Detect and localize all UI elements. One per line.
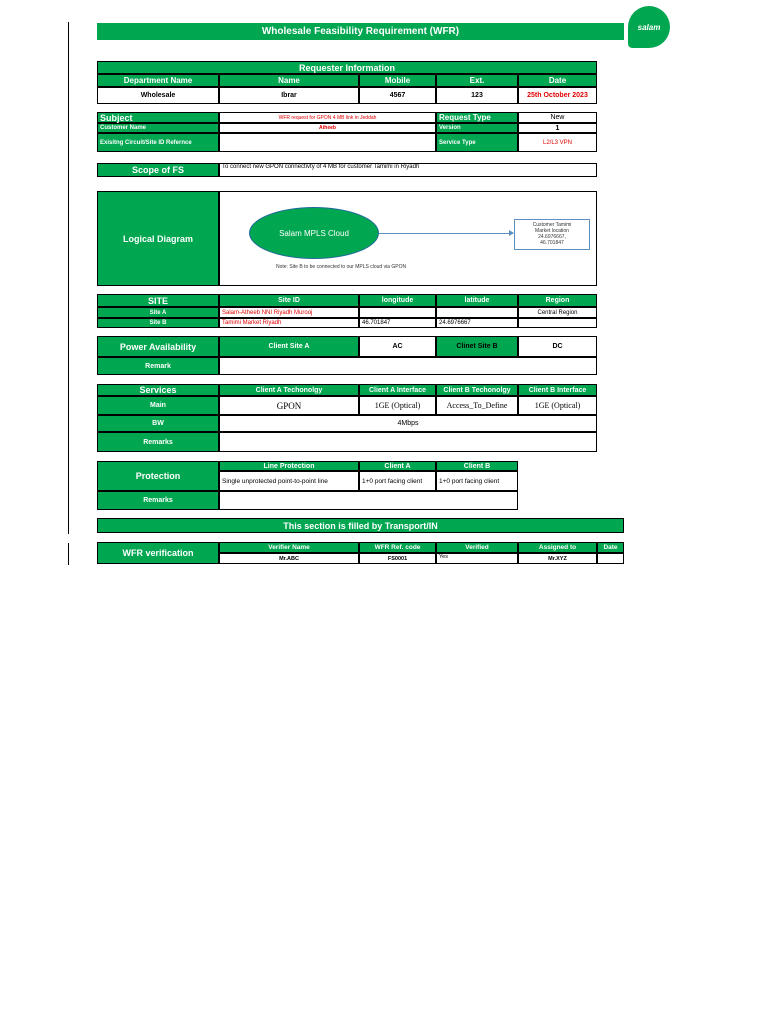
version-label: Version bbox=[436, 123, 518, 133]
wfr-verification-label: WFR verification bbox=[97, 542, 219, 564]
power-remark-value bbox=[219, 357, 597, 375]
requester-name-value: Ibrar bbox=[219, 87, 359, 104]
salam-logo: salam bbox=[628, 6, 670, 48]
protection-client-a-value: 1+0 port facing client bbox=[359, 471, 436, 491]
connection-line bbox=[379, 233, 513, 234]
services-label: Services bbox=[97, 384, 219, 396]
subject-label: Subject bbox=[97, 112, 219, 123]
client-a-technology-value: GPON bbox=[219, 396, 359, 415]
site-b-id: Tamimi Market Riyadh bbox=[219, 318, 359, 328]
verified-header: Verified bbox=[436, 542, 518, 553]
protection-client-a-header: Client A bbox=[359, 461, 436, 471]
requester-header-date: Date bbox=[518, 74, 597, 87]
verifier-name-value: Mr.ABC bbox=[219, 553, 359, 564]
customer-name-value: Atheeb bbox=[219, 123, 436, 133]
service-type-label: Service Type bbox=[436, 133, 518, 152]
client-site-a-power: AC bbox=[359, 336, 436, 357]
site-b-region bbox=[518, 318, 597, 328]
site-a-longitude bbox=[359, 307, 436, 318]
site-b-latitude: 24.6976667 bbox=[436, 318, 518, 328]
version-value: 1 bbox=[518, 123, 597, 133]
protection-client-b-value: 1+0 port facing client bbox=[436, 471, 518, 491]
requester-mobile-value: 4567 bbox=[359, 87, 436, 104]
circuit-ref-label: Exisitng Circuit/Site ID Refernce bbox=[97, 133, 219, 152]
verification-date-header: Date bbox=[597, 542, 624, 553]
customer-location-line: Customer Tamimi bbox=[532, 222, 572, 228]
subject-value: WFR request for GPON 4 MB link in Jeddah bbox=[219, 112, 436, 123]
customer-location-line: 46.701847 bbox=[540, 240, 564, 246]
services-remarks-value bbox=[219, 432, 597, 452]
scope-label: Scope of FS bbox=[97, 163, 219, 177]
services-main-label: Main bbox=[97, 396, 219, 415]
assigned-to-value: Mr.XYZ bbox=[518, 553, 597, 564]
power-availability-label: Power Availability bbox=[97, 336, 219, 357]
line-protection-value: Single unprotected point-to-point line bbox=[219, 471, 359, 491]
site-header: SITE bbox=[97, 294, 219, 307]
site-id-header: Site ID bbox=[219, 294, 359, 307]
client-a-interface-header: Client A Interface bbox=[359, 384, 436, 396]
requester-header-name: Name bbox=[219, 74, 359, 87]
site-a-label: Site A bbox=[97, 307, 219, 318]
customer-location-box bbox=[514, 219, 590, 250]
request-type-label: Request Type bbox=[436, 112, 518, 123]
client-b-technology-value: Access_To_Define bbox=[436, 396, 518, 415]
client-site-b-label: Clinet Site B bbox=[436, 336, 518, 357]
requester-ext-value: 123 bbox=[436, 87, 518, 104]
mpls-cloud: Salam MPLS Cloud bbox=[249, 207, 379, 259]
margin-line bbox=[68, 543, 69, 565]
client-b-technology-header: Client B Techonolgy bbox=[436, 384, 518, 396]
client-site-b-power: DC bbox=[518, 336, 597, 357]
protection-client-b-header: Client B bbox=[436, 461, 518, 471]
site-b-label: Site B bbox=[97, 318, 219, 328]
client-a-interface-value: 1GE (Optical) bbox=[359, 396, 436, 415]
site-b-longitude: 46.701847 bbox=[359, 318, 436, 328]
requester-dept-value: Wholesale bbox=[97, 87, 219, 104]
assigned-to-header: Assigned to bbox=[518, 542, 597, 553]
protection-label: Protection bbox=[97, 461, 219, 491]
service-type-value: L2/L3 VPN bbox=[518, 133, 597, 152]
client-site-a-label: Client Site A bbox=[219, 336, 359, 357]
page-title: Wholesale Feasibility Requirement (WFR) bbox=[97, 23, 624, 40]
circuit-ref-value bbox=[219, 133, 436, 152]
client-b-interface-value: 1GE (Optical) bbox=[518, 396, 597, 415]
protection-remarks-label: Remarks bbox=[97, 491, 219, 510]
requester-header-ext: Ext. bbox=[436, 74, 518, 87]
wfr-ref-code-value: FS0001 bbox=[359, 553, 436, 564]
site-a-id: Salam-Atheeb NNI Riyadh Murooj bbox=[219, 307, 359, 318]
services-bw-label: BW bbox=[97, 415, 219, 432]
customer-name-label: Customer Name bbox=[97, 123, 219, 133]
requester-header-dept: Department Name bbox=[97, 74, 219, 87]
line-protection-header: Line Protection bbox=[219, 461, 359, 471]
logical-diagram-area bbox=[219, 191, 597, 286]
services-bw-value: 4Mbps bbox=[219, 415, 597, 432]
requester-header-mobile: Mobile bbox=[359, 74, 436, 87]
verification-date-value bbox=[597, 553, 624, 564]
diagram-note: Note: Site B to be connected to our MPLS cloud via GPON bbox=[276, 264, 407, 270]
latitude-header: latitude bbox=[436, 294, 518, 307]
power-remark-label: Remark bbox=[97, 357, 219, 375]
requester-date-value: 25th October 2023 bbox=[518, 87, 597, 104]
request-type-value: New bbox=[518, 112, 597, 123]
customer-location-line: Market location bbox=[535, 228, 569, 234]
scope-value: To connect new GPON connectivty of 4 MB for customer Tamimi in Riyadh bbox=[219, 163, 597, 177]
client-a-technology-header: Client A Techonolgy bbox=[219, 384, 359, 396]
site-a-region: Central Region bbox=[518, 307, 597, 318]
verifier-name-header: Verifier Name bbox=[219, 542, 359, 553]
verified-value: Yes bbox=[436, 553, 518, 564]
requester-heading: Requester Information bbox=[97, 61, 597, 74]
site-a-latitude bbox=[436, 307, 518, 318]
longitude-header: longitude bbox=[359, 294, 436, 307]
client-b-interface-header: Client B Interface bbox=[518, 384, 597, 396]
services-remarks-label: Remarks bbox=[97, 432, 219, 452]
region-header: Region bbox=[518, 294, 597, 307]
transport-section-banner: This section is filled by Transport/IN bbox=[97, 518, 624, 533]
logical-diagram-label: Logical Diagram bbox=[97, 191, 219, 286]
protection-remarks-value bbox=[219, 491, 518, 510]
customer-location-line: 24.6976667, bbox=[538, 234, 566, 240]
margin-line bbox=[68, 22, 69, 534]
wfr-ref-code-header: WFR Ref. code bbox=[359, 542, 436, 553]
